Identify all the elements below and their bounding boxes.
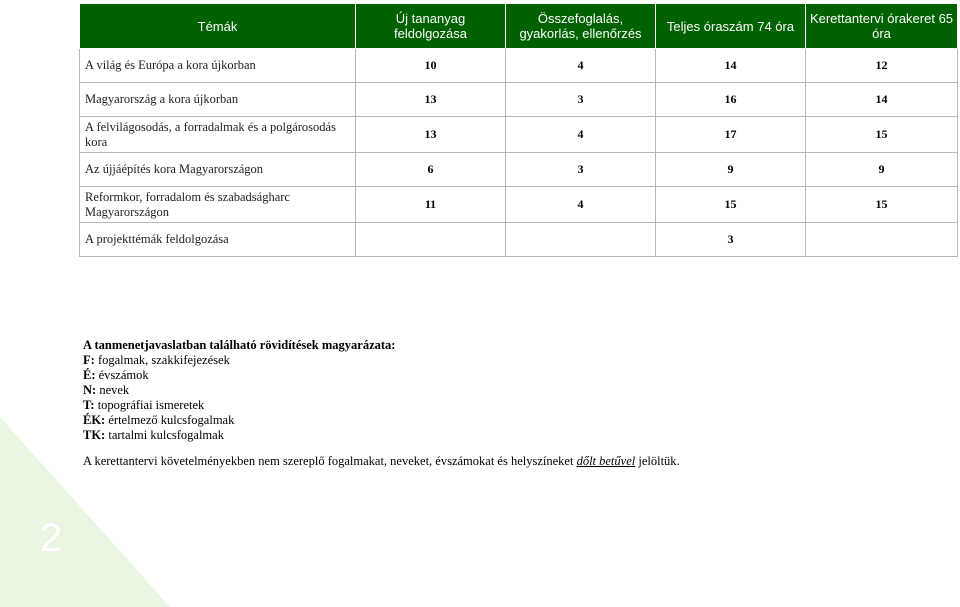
legend-item: [83, 413, 395, 428]
framework-cell: 15: [806, 117, 958, 153]
framework-cell: 9: [806, 153, 958, 187]
topic-cell: Magyarország a kora újkorban: [80, 83, 356, 117]
legend-abbr: T:: [83, 398, 95, 412]
summary-cell: 4: [506, 49, 656, 83]
legend-text: tartalmi kulcsfogalmak: [105, 428, 224, 442]
total-cell: 17: [656, 117, 806, 153]
new-material-cell: 13: [356, 117, 506, 153]
legend-text: nevek: [96, 383, 130, 397]
legend-text: fogalmak, szakkifejezések: [94, 353, 230, 367]
legend-item: [83, 368, 395, 383]
italic-note: [83, 454, 680, 469]
topic-cell: A világ és Európa a kora újkorban: [80, 49, 356, 83]
legend-title: A tanmenetjavaslatban található rövidítések magyarázata:: [83, 338, 396, 352]
framework-cell: 12: [806, 49, 958, 83]
table-row: [80, 153, 958, 187]
framework-cell: 14: [806, 83, 958, 117]
abbreviation-legend: [83, 338, 395, 443]
note-emphasis: dőlt betűvel: [576, 454, 636, 468]
framework-cell: 15: [806, 187, 958, 223]
note-text: A kerettantervi követelményekben nem szereplő fogalmakat, neveket, évszámokat és helyszíneket: [83, 454, 577, 468]
topic-cell: Reformkor, forradalom és szabadságharc Magyarországon: [80, 187, 356, 223]
topic-cell: A projekttémák feldolgozása: [80, 223, 356, 257]
summary-cell: 3: [506, 153, 656, 187]
topic-cell: A felvilágosodás, a forradalmak és a polgárosodás kora: [80, 117, 356, 153]
table-row: [80, 49, 958, 83]
legend-text: topográfiai ismeretek: [94, 398, 205, 412]
header-summary: Összefoglalás, gyakorlás, ellenőrzés: [506, 4, 656, 49]
table-row: [80, 223, 958, 257]
total-cell: 15: [656, 187, 806, 223]
note-end: jelöltük.: [635, 454, 680, 468]
table-row: [80, 117, 958, 153]
legend-abbr: TK:: [83, 428, 106, 442]
header-total-hours: Teljes óraszám 74 óra: [656, 4, 806, 49]
summary-cell: 4: [506, 187, 656, 223]
table-row: [80, 83, 958, 117]
new-material-cell: 13: [356, 83, 506, 117]
legend-item: [83, 428, 395, 443]
summary-cell: [506, 223, 656, 257]
new-material-cell: 11: [356, 187, 506, 223]
legend-item: [83, 383, 395, 398]
framework-cell: [806, 223, 958, 257]
header-framework-hours: Kerettantervi órakeret 65 óra: [806, 4, 958, 49]
legend-text: évszámok: [95, 368, 149, 382]
summary-cell: 3: [506, 83, 656, 117]
new-material-cell: 6: [356, 153, 506, 187]
lesson-plan-table: [79, 3, 958, 257]
corner-decoration: [0, 417, 170, 607]
legend-abbr: ÉK:: [83, 413, 106, 427]
total-cell: 16: [656, 83, 806, 117]
table-row: [80, 187, 958, 223]
legend-text: értelmező kulcsfogalmak: [105, 413, 235, 427]
header-topics: Témák: [80, 4, 356, 49]
new-material-cell: 10: [356, 49, 506, 83]
new-material-cell: [356, 223, 506, 257]
legend-abbr: N:: [83, 383, 97, 397]
summary-cell: 4: [506, 117, 656, 153]
total-cell: 14: [656, 49, 806, 83]
legend-item: [83, 398, 395, 413]
table-header-row: [80, 4, 958, 49]
topic-cell: Az újjáépítés kora Magyarországon: [80, 153, 356, 187]
header-new-material: Új tananyag feldolgozása: [356, 4, 506, 49]
legend-abbr: É:: [83, 368, 96, 382]
legend-item: [83, 353, 395, 368]
page-number: 2: [40, 516, 63, 560]
legend-abbr: F:: [83, 353, 95, 367]
total-cell: 3: [656, 223, 806, 257]
total-cell: 9: [656, 153, 806, 187]
